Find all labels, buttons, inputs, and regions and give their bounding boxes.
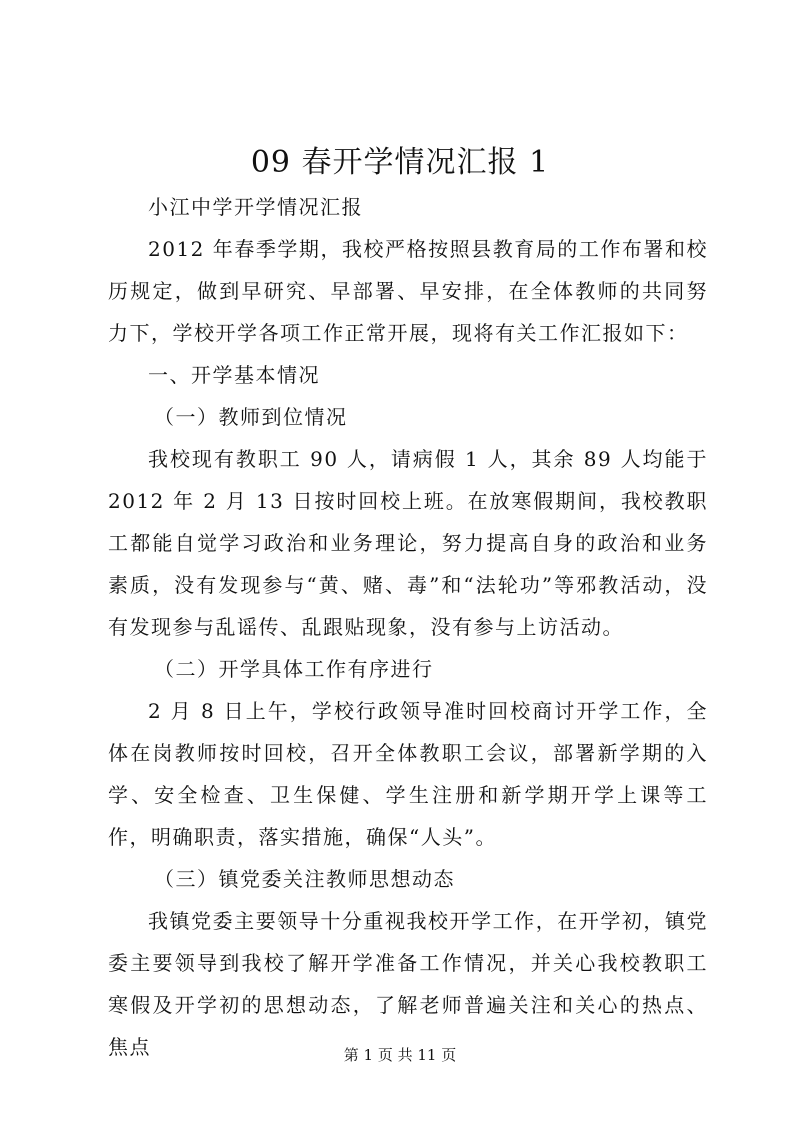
document-title: 09 春开学情况汇报 1 [250,145,550,180]
paragraph-party-committee: 我镇党委主要领导十分重视我校开学工作，在开学初，镇党委主要领导到我校了解开学准备工作情况，并关心我校教职工寒假及开学初的思想动态，了解老师普遍关注和关心的热点、焦点 [108,909,708,1059]
paragraph-school-report-heading: 小江中学开学情况汇报 [148,195,363,219]
paragraph-intro: 2012 年春季学期，我校严格按照县教育局的工作布署和校历规定，做到早研究、早部署、早安排，在全体教师的共同努力下，学校开学各项工作正常开展，现将有关工作汇报如下： [108,237,708,345]
document-body [108,186,708,1068]
subsection-heading-work-order: （二）开学具体工作有序进行 [154,657,434,681]
section-heading-basic-situation: 一、开学基本情况 [148,363,320,387]
paragraph-work-order: 2 月 8 日上午，学校行政领导准时回校商讨开学工作，全体在岗教师按时回校，召开全体教职工会议，部署新学期的入学、安全检查、卫生保健、学生注册和新学期开学上课等工作，明确职责，落实措施，确保“人头”。 [108,699,708,849]
page-footer: 第 1 页 共 11 页 [343,1046,457,1064]
subsection-heading-teachers: （一）教师到位情况 [154,405,348,429]
paragraph-teachers: 我校现有教职工 90 人，请病假 1 人，其余 89 人均能于 2012 年 2 月 13 日按时回校上班。在放寒假期间，我校教职工都能自觉学习政治和业务理论，努力提高自身的政治和业务素质，没有发现参与“黄、赌、毒”和“法轮功”等邪教活动，没有发现参与乱谣传、乱跟贴现象，没有参与上访活动。 [108,447,708,639]
subsection-heading-party-committee: （三）镇党委关注教师思想动态 [154,867,455,891]
